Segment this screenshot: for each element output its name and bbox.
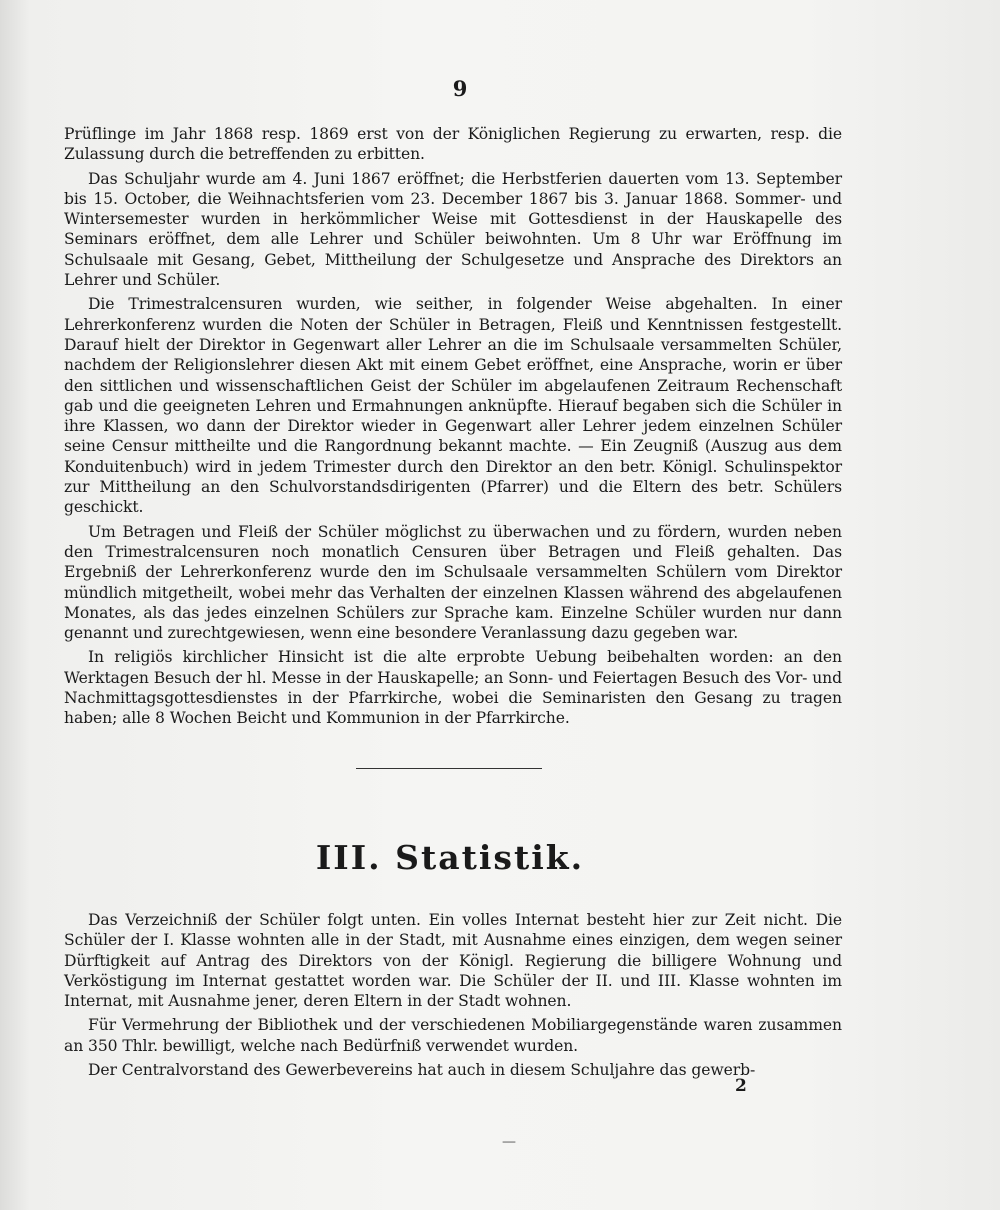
section-heading: III. Statistik.: [315, 838, 585, 877]
page-number: 9: [452, 76, 468, 101]
paragraph-library: Für Vermehrung der Bibliothek und der verschiedenen Mobiliargegenstände waren zusammen an 350 Thlr. bewilligt, welche nach Bedürfniß verwendet wurden.: [64, 1016, 842, 1055]
section-divider: [356, 768, 542, 769]
paragraph-student-list: Das Verzeichniß der Schüler folgt unten. Ein volles Internat besteht hier zur Zeit nicht. Die Schüler der I. Klasse wohnten alle in der Stadt, mit Ausnahme eines einzigen, dem wegen seiner Dürftigkeit auf Antrag des Direktors von der Königl. Regierung die billigere Wohnung und Verköstigung im Internat gestattet worden war. Die Schüler der II. und III. Klasse wohnten im Internat, mit Ausnahme jener, deren Eltern in der Stadt wohnen.: [64, 911, 842, 1011]
paragraph-school-year: Das Schuljahr wurde am 4. Juni 1867 eröffnet; die Herbstferien dauerten vom 13. September bis 15. October, die Weihnachtsferien vom 23. December 1867 bis 3. Januar 1868. Sommer- und Wintersemester wurden in herkömmlicher Weise mit Gottesdienst in der Hauskapelle des Seminars eröffnet, dem alle Lehrer und Schüler beiwohnten. Um 8 Uhr war Eröffnung im Schulsaale mit Gesang, Gebet, Mittheilung der Schulgesetze und Ansprache des Direktors an Lehrer und Schüler.: [64, 169, 842, 290]
text-block-upper: [64, 124, 842, 733]
text-block-lower: [64, 910, 842, 1084]
paragraph-trimestral-censures: Die Trimestralcensuren wurden, wie seither, in folgender Weise abgehalten. In einer Lehrerkonferenz wurden die Noten der Schüler in Betragen, Fleiß und Kenntnissen festgestellt. Darauf hielt der Direktor in Gegenwart aller Lehrer an die im Schulsaale versammelten Schüler, nachdem der Religionslehrer diesen Akt mit einem Gebet eröffnet, eine Ansprache, worin er über den sittlichen und wissenschaftlichen Geist der Schüler im abgelaufenen Zeitraum Rechenschaft gab und die geeigneten Lehren und Ermahnungen anknüpfte. Hierauf begaben sich die Schüler in ihre Klassen, wo dann der Direktor wieder in Gegenwart aller Lehrer jedem einzelnen Schüler seine Censur mittheilte und die Rangordnung bekannt machte. — Ein Zeugniß (Auszug aus dem Konduitenbuch) wird in jedem Trimester durch den Direktor an den betr. Königl. Schulinspektor zur Mittheilung an den Schulvorstandsdirigenten (Pfarrer) und die Eltern des betr. Schülers geschickt.: [64, 295, 842, 517]
paragraph-continuation: Prüflinge im Jahr 1868 resp. 1869 erst von der Königlichen Regierung zu erwarten, resp. die Zulassung durch die betreffenden zu erbitten.: [64, 125, 842, 164]
bottom-mark: —: [502, 1134, 516, 1150]
paragraph-religious-practice: In religiös kirchlicher Hinsicht ist die alte erprobte Uebung beibehalten worden: an den Werktagen Besuch der hl. Messe in der Hauskapelle; an Sonn- und Feiertagen Besuch des Vor- und Nachmittagsgottesdienstes in der Pfarrkirche, wobei die Seminaristen den Gesang zu tragen haben; alle 8 Wochen Beicht und Kommunion in der Pfarrkirche.: [64, 648, 842, 728]
signature-mark: 2: [735, 1076, 747, 1096]
paragraph-monthly-censures: Um Betragen und Fleiß der Schüler möglichst zu überwachen und zu fördern, wurden neben den Trimestralcensuren noch monatlich Censuren über Betragen und Fleiß gehalten. Das Ergebniß der Lehrerkonferenz wurde den im Schulsaale versammelten Schülern vom Direktor mündlich mitgetheilt, wobei mehr das Verhalten der einzelnen Klassen während des abgelaufenen Monates, als das jedes einzelnen Schülers zur Sprache kam. Einzelne Schüler wurden nur dann genannt und zurechtgewiesen, wenn eine besondere Veranlassung dazu gegeben war.: [64, 522, 842, 643]
paragraph-trade-association: Der Centralvorstand des Gewerbevereins hat auch in diesem Schuljahre das gewerb-: [88, 1061, 756, 1080]
